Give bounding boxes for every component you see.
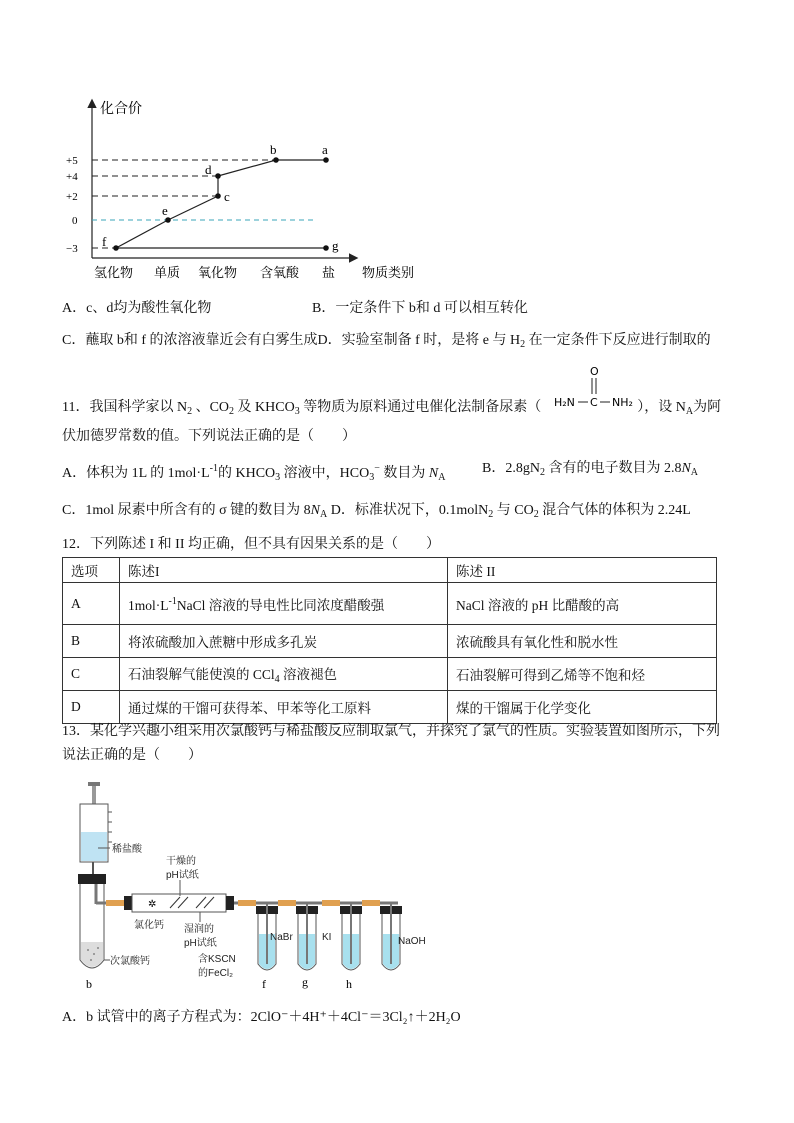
label-e: e — [162, 203, 168, 218]
point-d — [215, 173, 221, 179]
tick-y-minus3: −3 — [66, 243, 78, 255]
svg-text:O: O — [590, 365, 599, 378]
q12-table — [62, 557, 717, 724]
svg-text:b: b — [86, 977, 92, 991]
cat-oxyacid: 含氧酸 — [260, 266, 300, 281]
label-b: b — [270, 142, 277, 157]
svg-text:C: C — [590, 396, 598, 409]
tick-y-plus2: +2 — [66, 191, 78, 203]
th-statement-1: 陈述I — [120, 558, 448, 583]
q10-option-a: A．c、d均为酸性氧化物 — [62, 301, 212, 316]
svg-text:pH试纸: pH试纸 — [166, 870, 199, 881]
table-row: D 通过煤的干馏可获得苯、甲苯等化工原料 煤的干馏属于化学变化 — [63, 691, 717, 724]
y-axis-label: 化合价 — [100, 101, 142, 117]
svg-text:次氯酸钙: 次氯酸钙 — [110, 956, 150, 967]
svg-text:pH试纸: pH试纸 — [184, 938, 217, 949]
table-row: A $1mol\cdot L^{-1}NaCl$ 溶液的导电性比同浓度醋酸强 NaCl 溶液的 pH 比醋酸的高 — [63, 583, 717, 625]
svg-text:f: f — [262, 977, 266, 991]
table-row: B 将浓硫酸加入蔗糖中形成多孔炭 浓硫酸具有氧化性和脱水性 — [63, 625, 717, 658]
table-row: C 石油裂解气能使溴的 CCl$_4$ 溶液褪色 石油裂解可得到乙烯等不饱和烃 — [63, 658, 717, 691]
q11-option-a: A．体积为 1L 的 $1mol\cdot L^{-1}$的 $KHCO_3$ 溶液中，$HCO_3^-$ 数目为 $N_A$ — [62, 463, 446, 483]
svg-text:KI: KI — [322, 932, 332, 943]
label-c: c — [224, 189, 230, 204]
svg-text:的FeCl₂: 的FeCl₂ — [198, 968, 233, 979]
point-b — [273, 157, 279, 163]
point-c — [215, 193, 221, 199]
label-d: d — [205, 162, 212, 177]
th-option: 选项 — [63, 558, 120, 583]
point-e — [165, 217, 171, 223]
q13-option-a: A．b 试管中的离子方程式为：2ClO⁻＋4H⁺＋4Cl⁻＝3Cl₂↑＋2H₂O — [62, 1010, 461, 1025]
label-a: a — [322, 142, 328, 157]
q12-stem: 12．下列陈述 I 和 II 均正确，但不具有因果关系的是（ ） — [62, 537, 440, 552]
svg-text:氯化钙: 氯化钙 — [134, 920, 164, 931]
svg-text:✲: ✲ — [148, 899, 157, 910]
tick-y-plus5: +5 — [66, 155, 78, 167]
svg-text:h: h — [346, 977, 352, 991]
svg-text:NaOH: NaOH — [398, 936, 426, 947]
cat-hydride: 氢化物 — [94, 266, 134, 281]
table-header-row — [63, 558, 717, 583]
svg-text:g: g — [302, 975, 308, 989]
q13-stem-line2: 说法正确的是（ ） — [62, 748, 202, 763]
valence-chart — [60, 95, 440, 290]
q10-options-cd: C．蘸取 b和 f 的浓溶液靠近会有白雾生成D．实验室制备 f 时，是将 e 与 $H_2$ 在一定条件下反应进行制取的 — [62, 333, 711, 350]
tick-y-0: 0 — [72, 215, 78, 227]
cat-salt: 盐 — [322, 266, 336, 281]
q13-stem: 13．某化学兴趣小组采用次氯酸钙与稀盐酸反应制取氯气，并探究了氯气的性质。实验装置如图所示，下列 — [62, 724, 720, 739]
point-f — [113, 245, 119, 251]
point-g — [323, 245, 329, 251]
cat-element: 单质 — [154, 266, 181, 281]
svg-text:H₂N: H₂N — [554, 396, 575, 409]
q11-options-cd: C．1mol 尿素中所含有的 σ 键的数目为 $8N_A$ D．标准状况下，0.1molN$_2$ 与 $CO_2$ 混合气体的体积为 2.24L — [62, 503, 691, 520]
th-statement-2: 陈述 II — [448, 558, 717, 583]
svg-text:干燥的: 干燥的 — [166, 856, 196, 867]
apparatus-diagram — [66, 782, 446, 992]
point-a — [323, 157, 329, 163]
label-f: f — [102, 234, 107, 249]
svg-text:NH₂: NH₂ — [612, 396, 633, 409]
svg-text:含KSCN: 含KSCN — [198, 954, 236, 965]
label-g: g — [332, 238, 339, 253]
tick-y-plus4: +4 — [66, 171, 78, 183]
connect-line — [116, 160, 326, 248]
q11-stem-line2: 伏加德罗常数的值。下列说法正确的是（ ） — [62, 429, 356, 444]
q10-option-b: B．一定条件下 b和 d 可以相互转化 — [312, 301, 528, 316]
q11-stem: 11．我国科学家以 $N_2$ 、$CO_2$ 及 $KHCO_3$ 等物质为原料通过电催化法制备尿素（ ），设 $N_A$为阿 — [62, 400, 722, 417]
svg-text:稀盐酸: 稀盐酸 — [112, 844, 142, 855]
svg-text:NaBr: NaBr — [270, 932, 293, 943]
urea-structure — [552, 364, 642, 414]
cat-oxide: 氧化物 — [198, 266, 238, 281]
svg-text:湿润的: 湿润的 — [184, 924, 214, 935]
q11-option-b: B．$2.8gN_2$ 含有的电子数目为 $2.8N_A$ — [482, 461, 699, 478]
x-axis-label: 物质类别 — [362, 266, 415, 281]
